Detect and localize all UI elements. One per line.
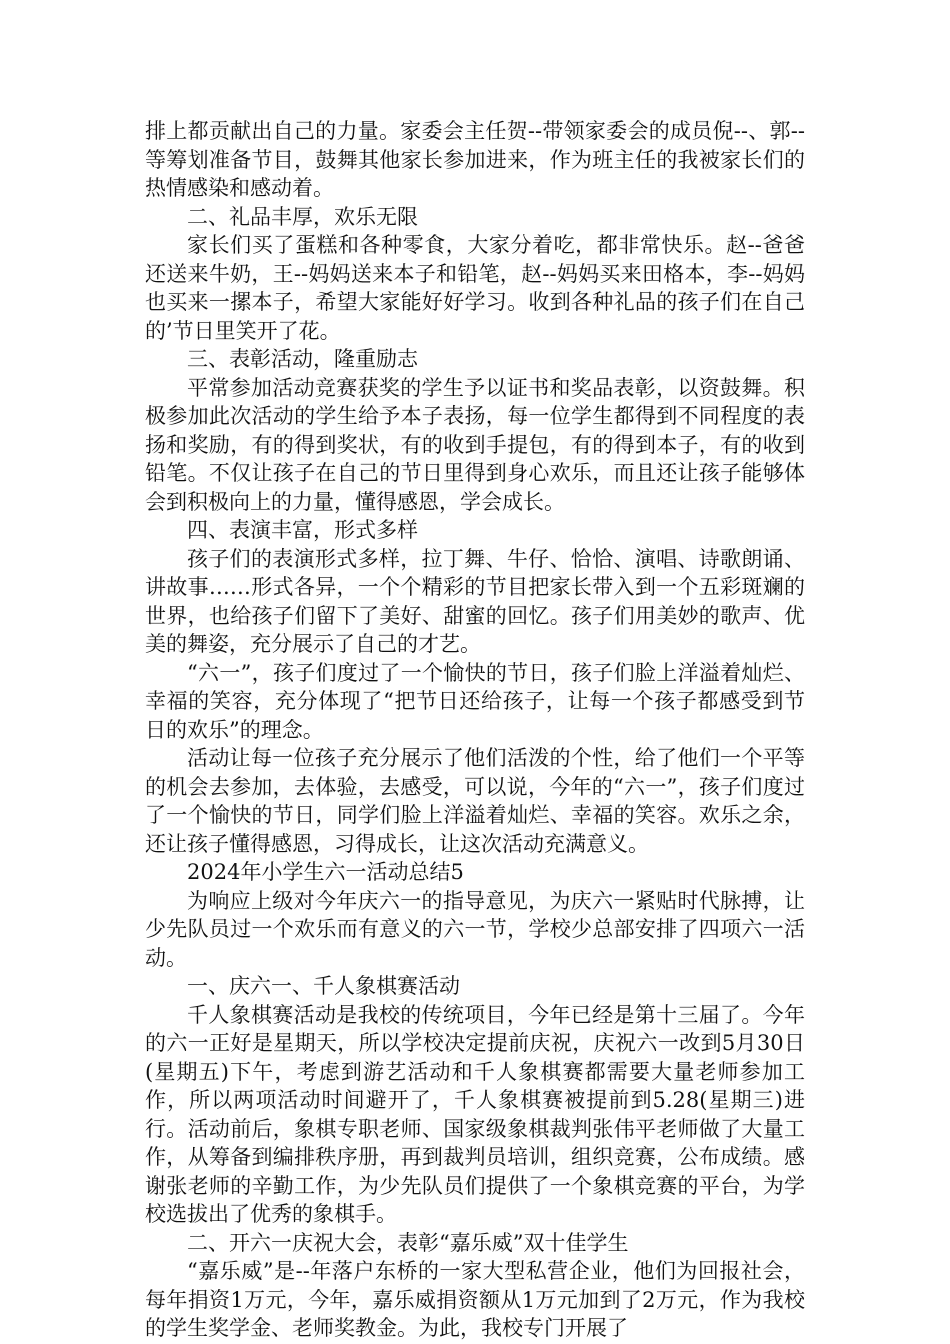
document-page xyxy=(145,117,805,1343)
paragraph-chess: 千人象棋赛活动是我校的传统项目，今年已经是第十三届了。今年的六一正好是星期天，所以学校决定提前庆祝，庆祝六一改到5月30日(星期五)下午，考虑到游艺活动和千人象棋赛都需要大量老师参加工作，所以两项活动时间避开了，千人象棋赛被提前到5.28(星期三)进行。活动前后，象棋专职老师、国家级象棋裁判张伟平老师做了大量工作，从筹备到编排秩序册，再到裁判员培训，组织竞赛，公布成绩。感谢张老师的辛勤工作，为少先队员们提供了一个象棋竞赛的平台，为学校选拔出了优秀的象棋手。 xyxy=(145,1002,805,1226)
article-title-5: 2024年小学生六一活动总结5 xyxy=(187,860,464,884)
section-heading-gifts: 二、礼品丰厚，欢乐无限 xyxy=(187,204,418,229)
paragraph-awards: 平常参加活动竞赛获奖的学生予以证书和奖品表彰，以资鼓舞。积极参加此次活动的学生给予本子表扬，每一位学生都得到不同程度的表扬和奖励，有的得到奖状，有的收到手提包，有的得到本子，有的收到铅笔。不仅让孩子在自己的节日里得到身心欢乐，而且还让孩子能够体会到积极向上的力量，懂得感恩，学会成长。 xyxy=(145,375,805,514)
paragraph-1: 排上都贡献出自己的力量。家委会主任贺--带领家委会的成员倪--、郭--等筹划准备节目，鼓舞其他家长参加进来，作为班主任的我被家长们的热情感染和感动着。 xyxy=(145,119,805,200)
paragraph-gifts: 家长们买了蛋糕和各种零食，大家分着吃，都非常快乐。赵--爸爸还送来牛奶，王--妈妈送来本子和铅笔，赵--妈妈买来田格本，李--妈妈也买来一摞本子，希望大家能好好学习。收到各种礼品的孩子们在自己的’节日里笑开了花。 xyxy=(145,233,805,343)
section-heading-performances: 四、表演丰富，形式多样 xyxy=(187,518,418,542)
section-heading-celebration: 二、开六一庆祝大会，表彰“嘉乐威”双十佳学生 xyxy=(187,1230,629,1255)
paragraph-jialewei: “嘉乐威”是--年落户东桥的一家大型私营企业，他们为回报社会，每年捐资1万元，今年，嘉乐威捐资额从1万元加到了2万元，作为我校的学生奖学金、老师奖教金。为此，我校专门开展了 xyxy=(145,1259,805,1340)
paragraph-activity-summary: 活动让每一位孩子充分展示了他们活泼的个性，给了他们一个平等的机会去参加，去体验，去感受，可以说，今年的“六一”，孩子们度过了一个愉快的节日，同学们脸上洋溢着灿烂、幸福的笑容。欢乐之余，还让孩子懂得感恩，习得成长，让这次活动充满意义。 xyxy=(145,746,805,856)
paragraph-june-first: “六一”，孩子们度过了一个愉快的节日，孩子们脸上洋溢着灿烂、幸福的笑容，充分体现了“把节日还给孩子，让每一个孩子都感受到节日的欢乐”的理念。 xyxy=(145,660,805,742)
section-heading-awards: 三、表彰活动，隆重励志 xyxy=(187,347,418,371)
section-heading-chess: 一、庆六一、千人象棋赛活动 xyxy=(187,974,460,998)
paragraph-performances: 孩子们的表演形式多样，拉丁舞、牛仔、恰恰、演唱、诗歌朗诵、讲故事……形式各异，一个个精彩的节目把家长带入到一个五彩斑斓的世界，也给孩子们留下了美好、甜蜜的回忆。孩子们用美妙的歌声、优美的舞姿，充分展示了自己的才艺。 xyxy=(145,546,805,656)
paragraph-intro-5: 为响应上级对今年庆六一的指导意见，为庆六一紧贴时代脉搏，让少先队员过一个欢乐而有意义的六一节，学校少总部安排了四项六一活动。 xyxy=(145,888,805,970)
